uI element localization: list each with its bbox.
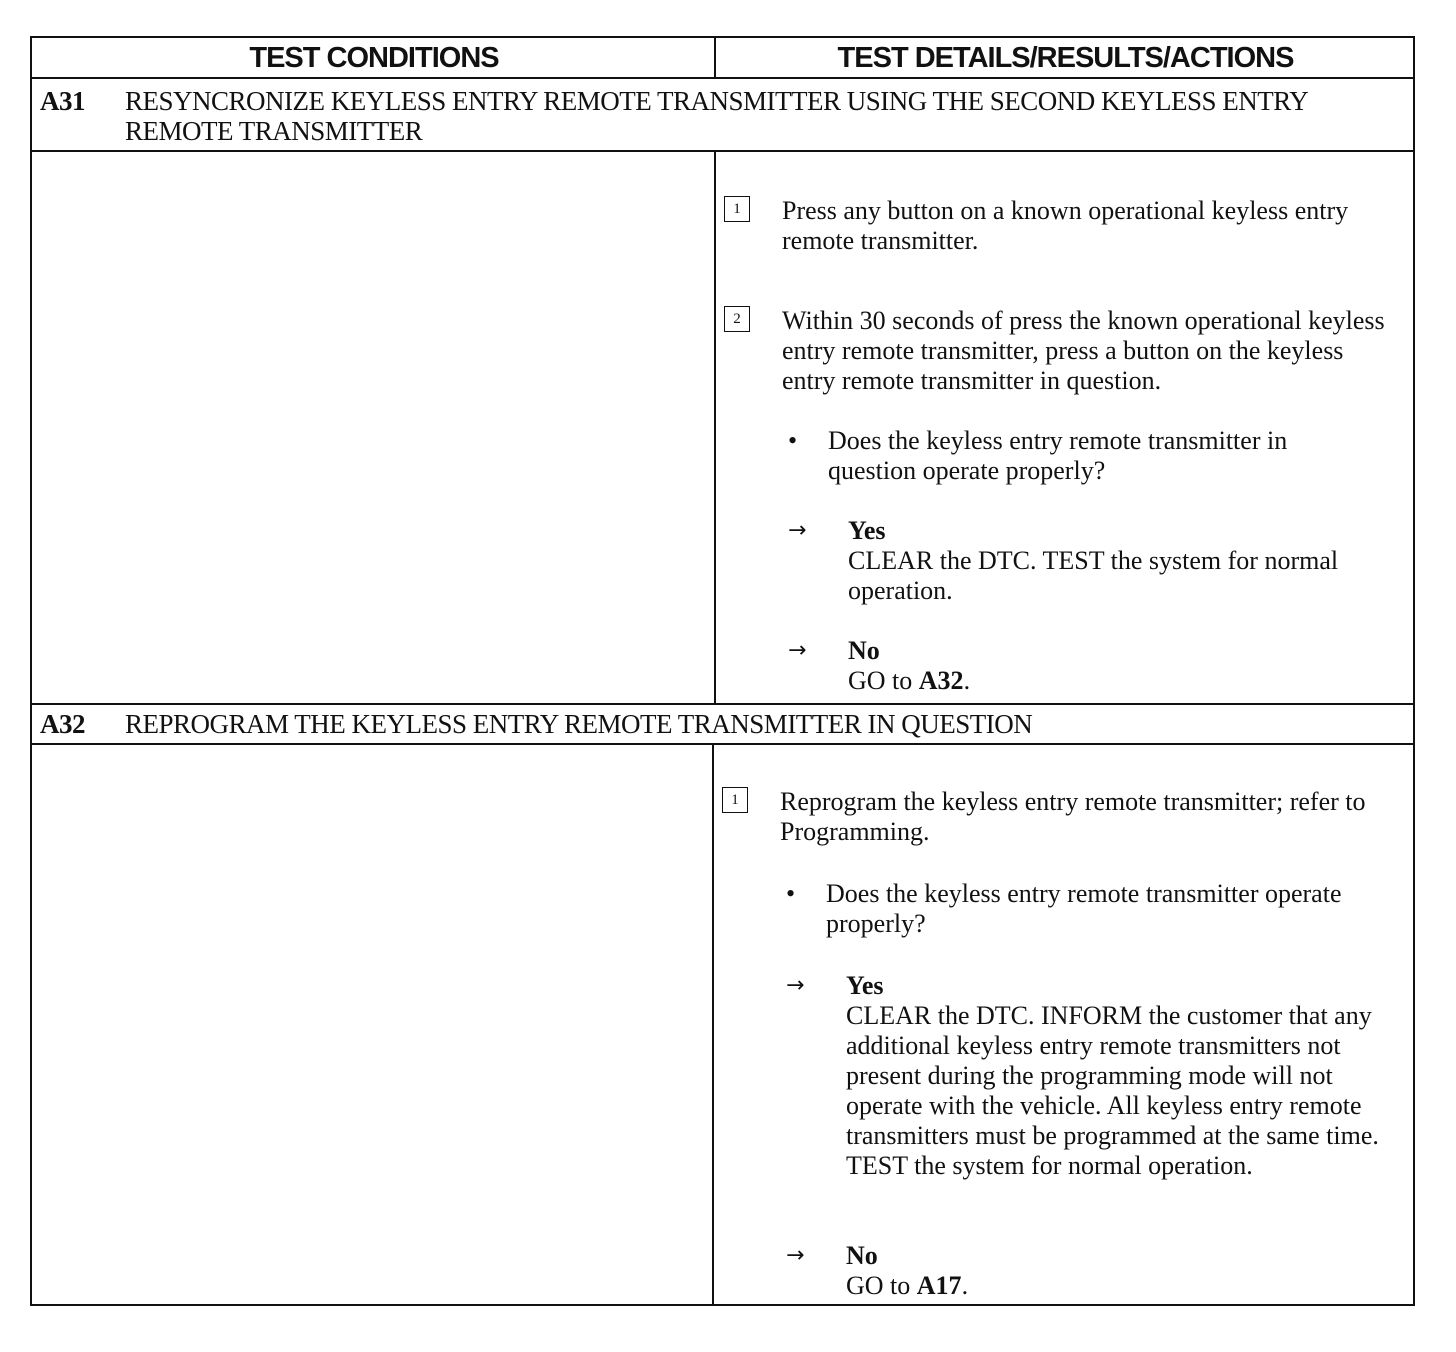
result-label: No	[846, 1241, 878, 1270]
result-suffix: .	[961, 1271, 969, 1300]
result-suffix: .	[963, 666, 971, 695]
result-label: Yes	[848, 516, 886, 545]
section-id: A31	[40, 86, 85, 116]
step-text: Reprogram the keyless entry remote transmitter; refer to Programming.	[780, 787, 1366, 846]
result-prefix: GO to	[846, 1271, 917, 1300]
result-action	[848, 666, 1408, 696]
step-number: 1	[724, 196, 750, 222]
header-test-conditions: TEST CONDITIONS	[249, 42, 499, 74]
goto-target-link[interactable]: A32	[918, 666, 964, 695]
step-number: 1	[722, 787, 748, 813]
bullet-icon: •	[788, 426, 798, 455]
arrow-right-icon: →	[786, 1243, 805, 1268]
result-action: CLEAR the DTC. INFORM the customer that any additional keyless entry remote transmitters not present during the programming mode will not operate with the vehicle. All keyless entry remote transmitters must be programmed at the same time. TEST the system for normal operation.	[846, 1001, 1379, 1180]
result-action	[846, 1271, 1406, 1301]
section-id: A32	[40, 709, 85, 739]
step-number: 2	[724, 306, 750, 332]
arrow-right-icon: →	[788, 518, 807, 543]
result-action: CLEAR the DTC. TEST the system for normal operation.	[848, 546, 1339, 605]
header-test-details: TEST DETAILS/RESULTS/ACTIONS	[837, 42, 1294, 74]
section-a32-details	[716, 745, 1413, 1305]
question-text: Does the keyless entry remote transmitter in question operate properly?	[828, 426, 1288, 485]
goto-target-link[interactable]: A17	[916, 1271, 962, 1300]
diagnostic-table	[30, 36, 1415, 1306]
step-text: Within 30 seconds of press the known operational keyless entry remote transmitter, press a button on the keyless entry remote transmitter in question.	[782, 306, 1385, 395]
result-label: No	[848, 636, 880, 665]
section-divider	[32, 703, 1413, 705]
result-prefix: GO to	[848, 666, 919, 695]
section-heading: REPROGRAM THE KEYLESS ENTRY REMOTE TRANSMITTER IN QUESTION	[125, 709, 1033, 739]
header-divider	[32, 77, 1413, 79]
column-divider	[712, 744, 714, 1306]
arrow-right-icon: →	[788, 638, 807, 663]
header-column-divider	[714, 38, 716, 78]
question-text: Does the keyless entry remote transmitter operate properly?	[826, 879, 1342, 938]
result-label: Yes	[846, 971, 884, 1000]
bullet-icon: •	[786, 879, 796, 908]
section-a31-details	[716, 152, 1413, 704]
section-heading: RESYNCRONIZE KEYLESS ENTRY REMOTE TRANSMITTER USING THE SECOND KEYLESS ENTRY REMOTE TRANSMITTER	[125, 86, 1308, 146]
step-text: Press any button on a known operational keyless entry remote transmitter.	[782, 196, 1349, 255]
arrow-right-icon: →	[786, 973, 805, 998]
